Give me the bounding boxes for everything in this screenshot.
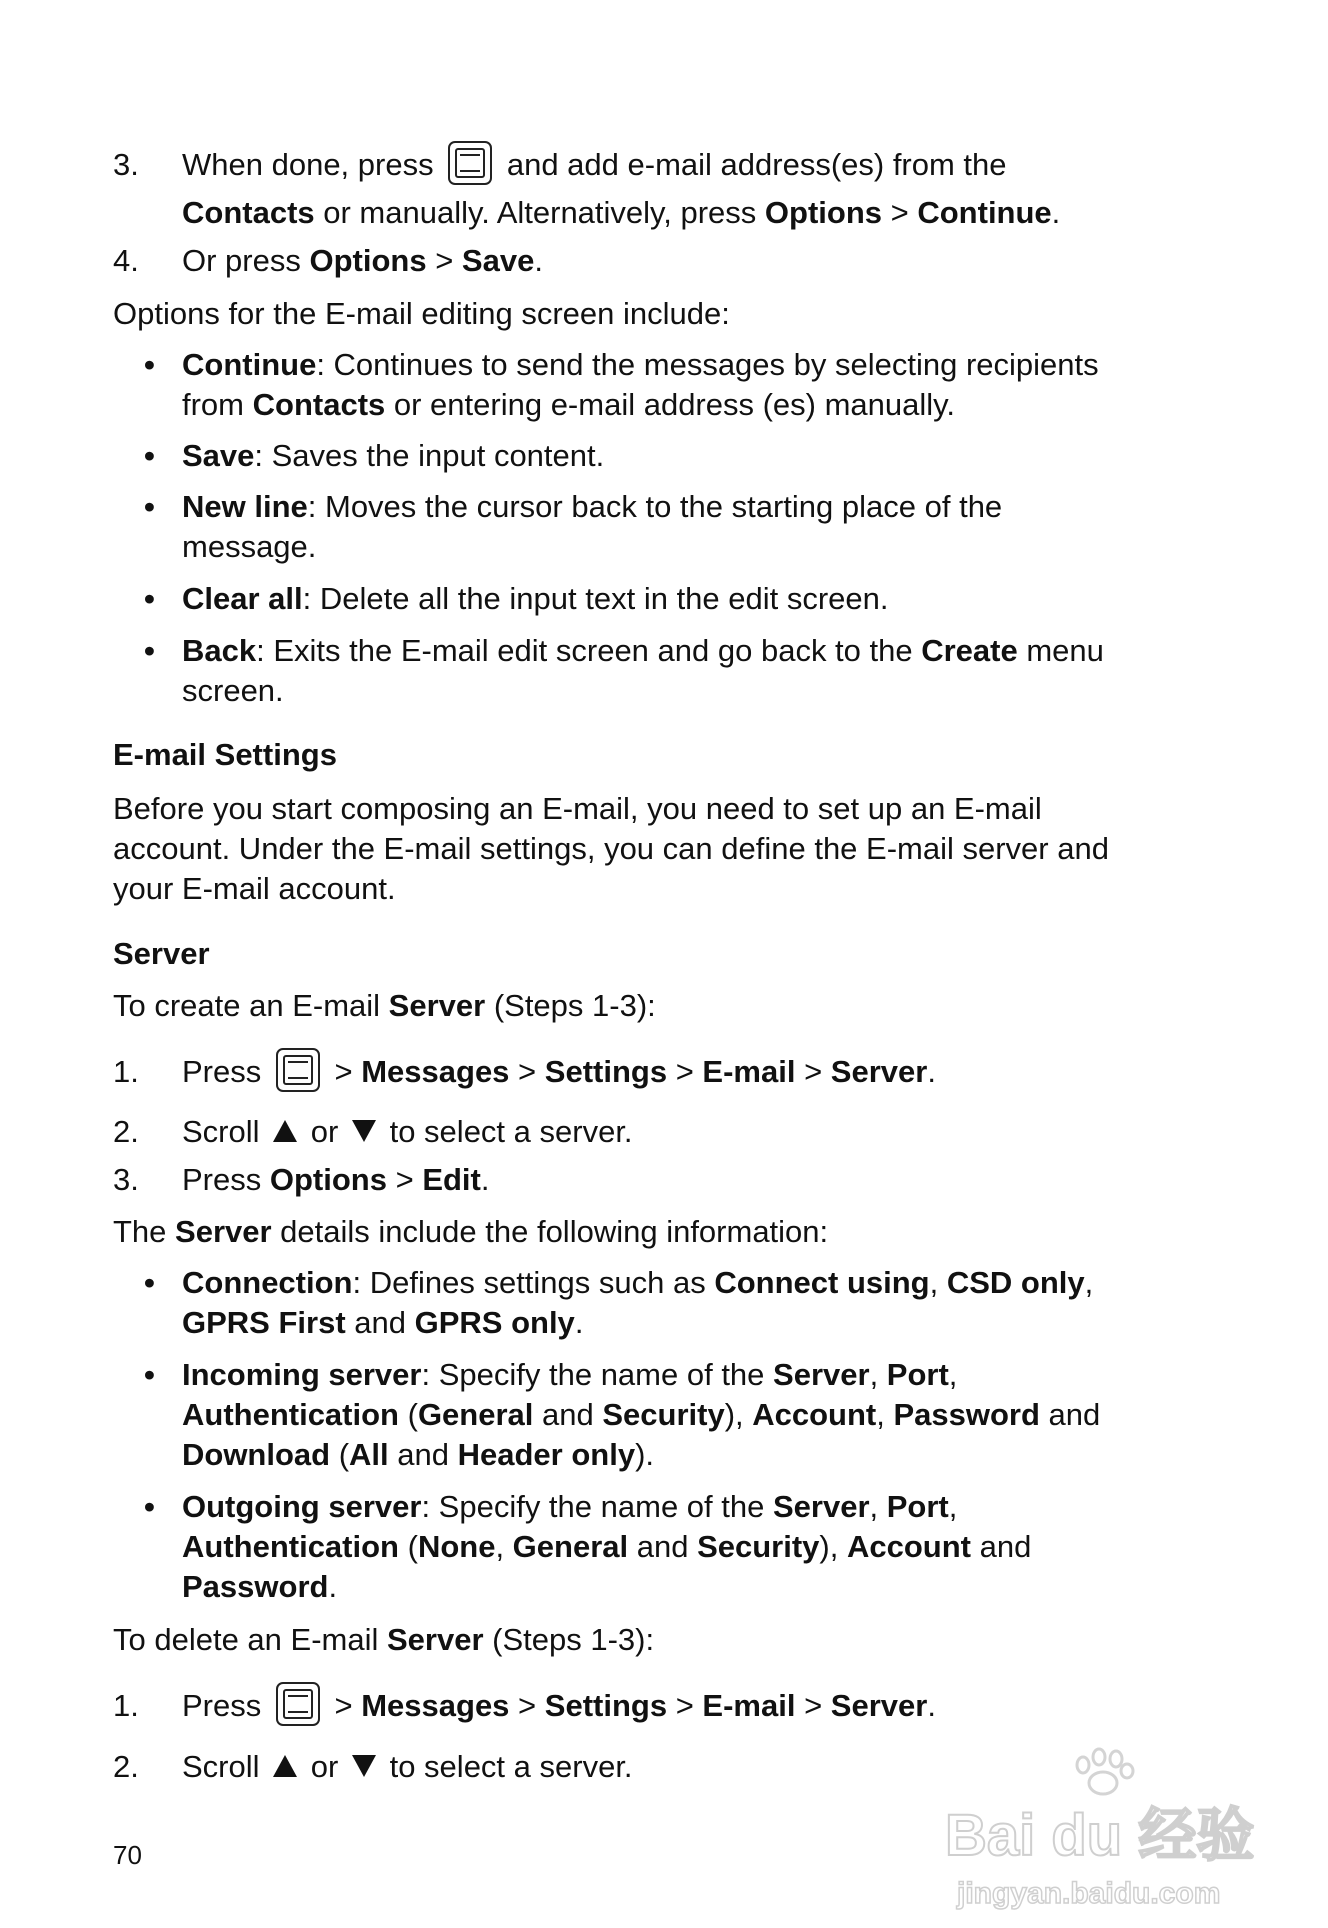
detail-incoming: Incoming server: Specify the name of the Server, Port, [182,1357,958,1392]
step-text: Scroll or to select a server. [182,1749,633,1784]
step-text: Press Options > Edit. [182,1162,490,1197]
bullet: • [144,489,155,524]
step-number: 1. [113,1054,139,1089]
option-back-cont: screen. [182,673,284,708]
menu-key-icon [274,1680,322,1728]
down-arrow-icon [351,1754,377,1778]
step-text: Press > Messages > Settings > E-mail > Server. [182,1052,936,1094]
bullet: • [144,347,155,382]
bullet: • [144,581,155,616]
bullet: • [144,438,155,473]
detail-incoming-cont: Download (All and Header only). [182,1437,655,1472]
menu-key-icon [274,1046,322,1094]
detail-outgoing-cont: Authentication (None, General and Security), Account and [182,1529,1032,1564]
detail-incoming-cont: Authentication (General and Security), Account, Password and [182,1397,1101,1432]
step-number: 1. [113,1688,139,1723]
step-number: 2. [113,1749,139,1784]
step-text: Scroll or to select a server. [182,1114,633,1149]
create-intro: To create an E-mail Server (Steps 1-3): [113,988,656,1023]
paragraph-line: your E-mail account. [113,871,396,906]
page-number: 70 [113,1840,142,1870]
details-intro: The Server details include the following information: [113,1214,829,1249]
delete-intro: To delete an E-mail Server (Steps 1-3): [113,1622,655,1657]
step-number: 3. [113,147,139,182]
bullet: • [144,633,155,668]
option-clear-all: Clear all: Delete all the input text in the edit screen. [182,581,889,616]
baidu-watermark [935,1725,1255,1915]
paragraph-line: Before you start composing an E-mail, you need to set up an E-mail [113,791,1042,826]
menu-key-icon [446,139,494,187]
option-new-line: New line: Moves the cursor back to the starting place of the [182,489,1003,524]
detail-outgoing-cont: Password. [182,1569,338,1604]
section-heading: E-mail Settings [113,737,337,772]
detail-connection-cont: GPRS First and GPRS only. [182,1305,584,1340]
detail-outgoing: Outgoing server: Specify the name of the Server, Port, [182,1489,958,1524]
step-text: Or press Options > Save. [182,243,543,278]
subsection-heading: Server [113,936,210,971]
paragraph-line: account. Under the E-mail settings, you can define the E-mail server and [113,831,1109,866]
down-arrow-icon [351,1119,377,1143]
svg-text:Bai du 经验: Bai du 经验 [945,1803,1255,1868]
option-save: Save: Saves the input content. [182,438,605,473]
svg-text:jingyan.baidu.com: jingyan.baidu.com [957,1877,1221,1910]
detail-connection: Connection: Defines settings such as Connect using, CSD only, [182,1265,1094,1300]
option-continue: Continue: Continues to send the messages by selecting recipients [182,347,1099,382]
step-number: 2. [113,1114,139,1149]
step-text: When done, press and add e-mail address(es) from the [182,145,1007,187]
step-number: 4. [113,243,139,278]
option-back: Back: Exits the E-mail edit screen and go back to the Create menu [182,633,1104,668]
option-continue-cont: from Contacts or entering e-mail address (es) manually. [182,387,955,422]
option-new-line-cont: message. [182,529,317,564]
up-arrow-icon [272,1119,298,1143]
bullet: • [144,1357,155,1392]
bullet: • [144,1265,155,1300]
up-arrow-icon [272,1754,298,1778]
step-text: Press > Messages > Settings > E-mail > Server. [182,1686,936,1728]
bullet: • [144,1489,155,1524]
step-text-cont: Contacts or manually. Alternatively, press Options > Continue. [182,195,1061,230]
options-intro: Options for the E-mail editing screen include: [113,296,730,331]
step-number: 3. [113,1162,139,1197]
